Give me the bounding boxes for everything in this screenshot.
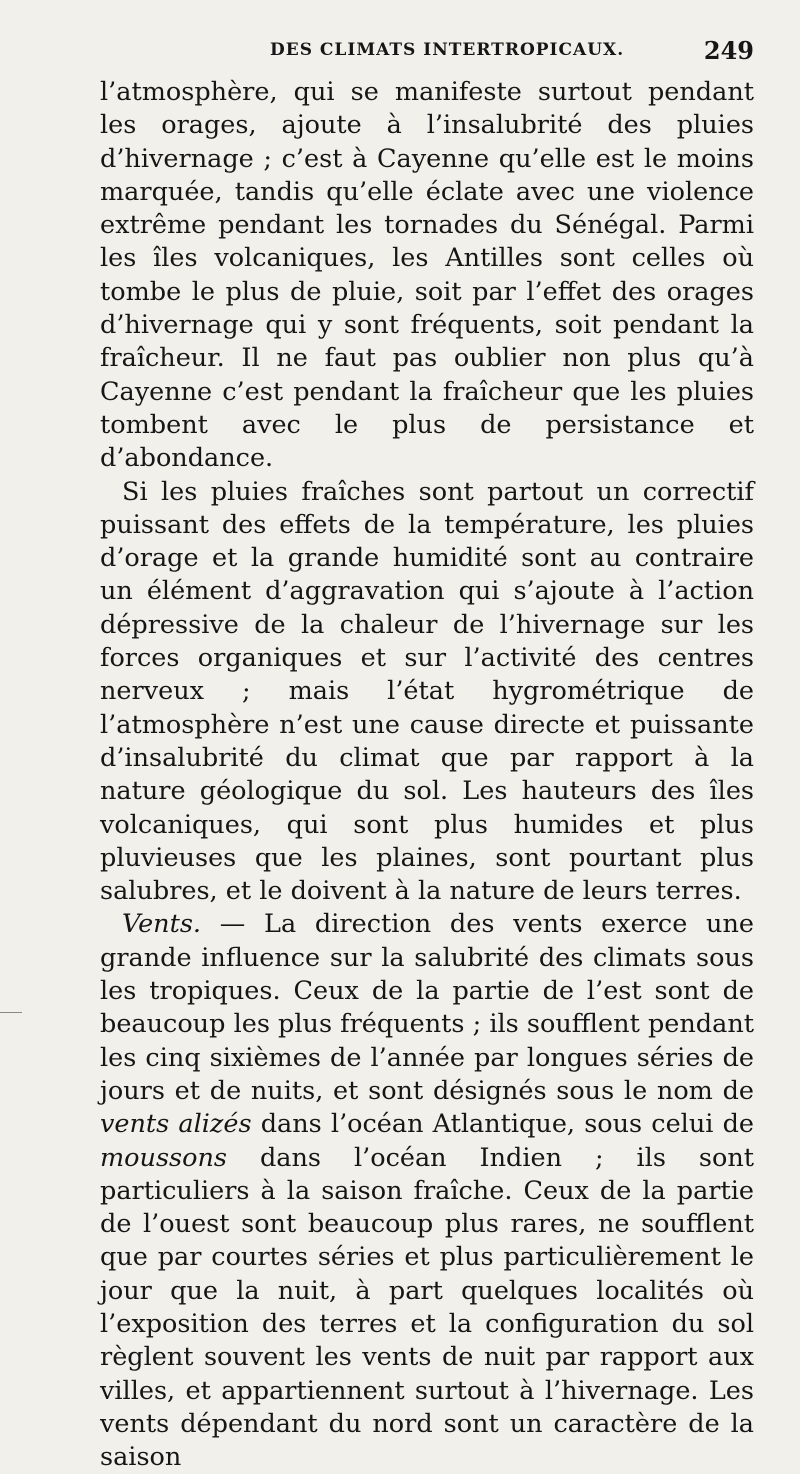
term-moussons: moussons	[100, 1142, 227, 1173]
running-head: DES CLIMATS INTERTROPICAUX.	[270, 40, 625, 60]
paragraph-1: l’atmosphère, qui se manifeste surtout pendant les orages, ajoute à l’insalubrité des pluies d’hivernage ; c’est à Cayenne qu’elle est le moins marquée, tandis qu’elle éclate avec une violence extrême pendant les tornades du Sénégal. Parmi les îles volcaniques, les Antilles sont celles où tombe le plus de pluie, soit par l’effet des orages d’hivernage qui y sont fréquents, soit pendant la fraîcheur. Il ne faut pas oublier non plus qu’à Cayenne c’est pendant la fraîcheur que les pluies tombent avec le plus de persistance et d’abondance.	[100, 77, 754, 474]
paragraph-3-text-b: dans l’océan Atlantique, sous celui de	[251, 1109, 754, 1140]
page-header	[100, 32, 754, 76]
paragraph-3	[100, 908, 754, 1474]
paragraph-3-text-c: dans l’océan Indien ; ils sont particuliers à la saison fraîche. Ceux de la partie de l’ouest sont beaucoup plus rares, ne soufflent que par courtes séries et plus particulièrement le jour que la nuit, à part quelques localités où l’exposition des terres et la configuration du sol règlent souvent les vents de nuit par rapport aux villes, et appartiennent surtout à l’hivernage. Les vents dépendant du nord sont un caractère de la saison	[100, 1142, 754, 1473]
page-number: 249	[703, 36, 754, 65]
paragraph-2: Si les pluies fraîches sont partout un correctif puissant des effets de la température, les pluies d’orage et la grande humidité sont au contraire un élément d’aggravation qui s’ajoute à l’action dépressive de la chaleur de l’hivernage sur les forces organiques et sur l’activité des centres nerveux ; mais l’état hygrométrique de l’atmosphère n’est une cause directe et puissante d’insalubrité du climat que par rapport à la nature géologique du sol. Les hauteurs des îles volcaniques, qui sont plus humides et plus pluvieuses que les plaines, sont pourtant plus salubres, et le doivent à la nature de leurs terres.	[100, 476, 754, 907]
paragraph-3-text-a: — La direction des vents exerce une grande influence sur la salubrité des climats sous les tropiques. Ceux de la partie de l’est sont de beaucoup les plus fréquents ; ils soufflent pendant les cinq sixièmes de l’année par longues séries de jours et de nuits, et sont désignés sous le nom de	[100, 909, 754, 1106]
term-vents-alizes: vents alizés	[100, 1109, 252, 1140]
margin-mark	[0, 1012, 22, 1013]
section-lead-vents: Vents.	[122, 909, 202, 940]
